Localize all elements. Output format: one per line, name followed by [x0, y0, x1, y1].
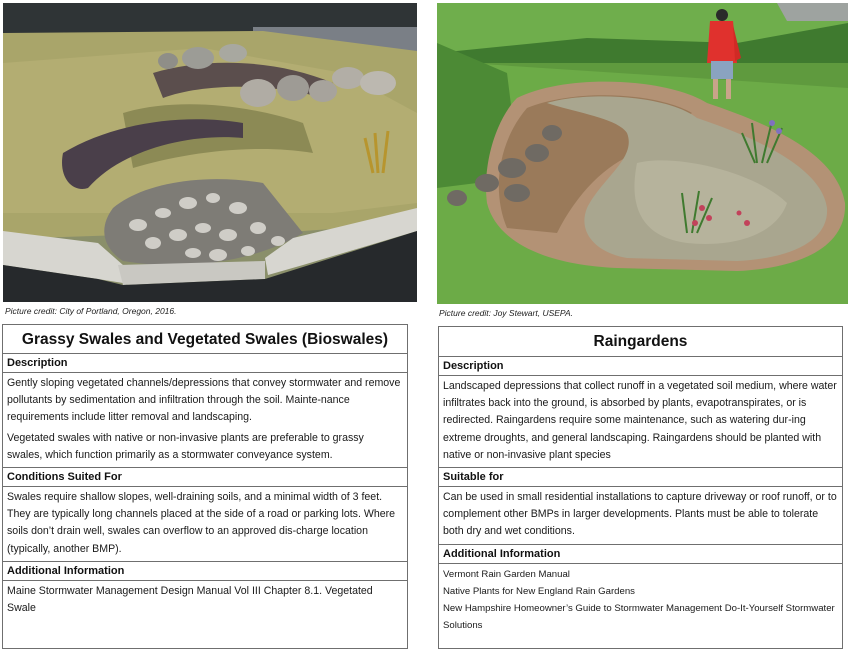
- additional-info-links: [439, 564, 842, 634]
- resource-link[interactable]: New Hampshire Homeowner’s Guide to Stormwater Management Do-It-Yourself Stormwater Solutions: [443, 602, 835, 631]
- resource-link[interactable]: Vermont Rain Garden Manual: [443, 568, 570, 580]
- suitable-for-text: Can be used in small residential installations to capture driveway or roof runoff, or to complement other BMPs in larger developments. Plants must be able to tolerate both dry and wet conditions.: [439, 487, 842, 545]
- additional-info-heading: Additional Information: [439, 545, 842, 564]
- swales-info-card: [2, 324, 408, 649]
- description-text: [3, 373, 407, 468]
- resource-link[interactable]: Native Plants for New England Rain Gardens: [443, 585, 635, 597]
- description-paragraph: Vegetated swales with native or non-invasive plants are preferable to grassy swales, which function primarily as a stormwater conveyance system.: [7, 431, 364, 461]
- conditions-text: Swales require shallow slopes, well-draining soils, and a minimal width of 3 feet. They are typically long channels placed at the side of a road or parking lots. Where soils don’t drain well, swales can overflow to an approved dis-charge location (typically, another BMP).: [3, 487, 407, 562]
- conditions-heading: Conditions Suited For: [3, 468, 407, 487]
- description-paragraph: Gently sloping vegetated channels/depressions that convey stormwater and remove pollutants by sedimentation and infiltration through the soil. Mainte-nance requirements include litter removal and landscaping.: [7, 377, 401, 424]
- card-title: Grassy Swales and Vegetated Swales (Bioswales): [3, 325, 407, 354]
- grassy-swale-photo: [3, 3, 417, 302]
- description-text: Landscaped depressions that collect runoff in a vegetated soil medium, where water infiltrates back into the ground, is absorbed by plants, evapotranspirates, or is redirected. Raingardens require some maintenance, such as watering dur-ing extreme droughts, and general landscaping. Raingardens should be planted with native or non-invasive plant species: [439, 376, 842, 468]
- description-heading: Description: [439, 357, 842, 376]
- additional-info-heading: Additional Information: [3, 562, 407, 581]
- description-heading: Description: [3, 354, 407, 373]
- additional-info-text: Maine Stormwater Management Design Manual Vol III Chapter 8.1. Vegetated Swale: [7, 584, 373, 615]
- photo-credit: Picture credit: City of Portland, Oregon, 2016.: [5, 306, 177, 316]
- suitable-for-heading: Suitable for: [439, 468, 842, 487]
- card-title: Raingardens: [439, 327, 842, 357]
- raingardens-info-card: [438, 326, 843, 649]
- raingarden-photo: [437, 3, 848, 304]
- photo-credit: Picture credit: Joy Stewart, USEPA.: [439, 308, 573, 318]
